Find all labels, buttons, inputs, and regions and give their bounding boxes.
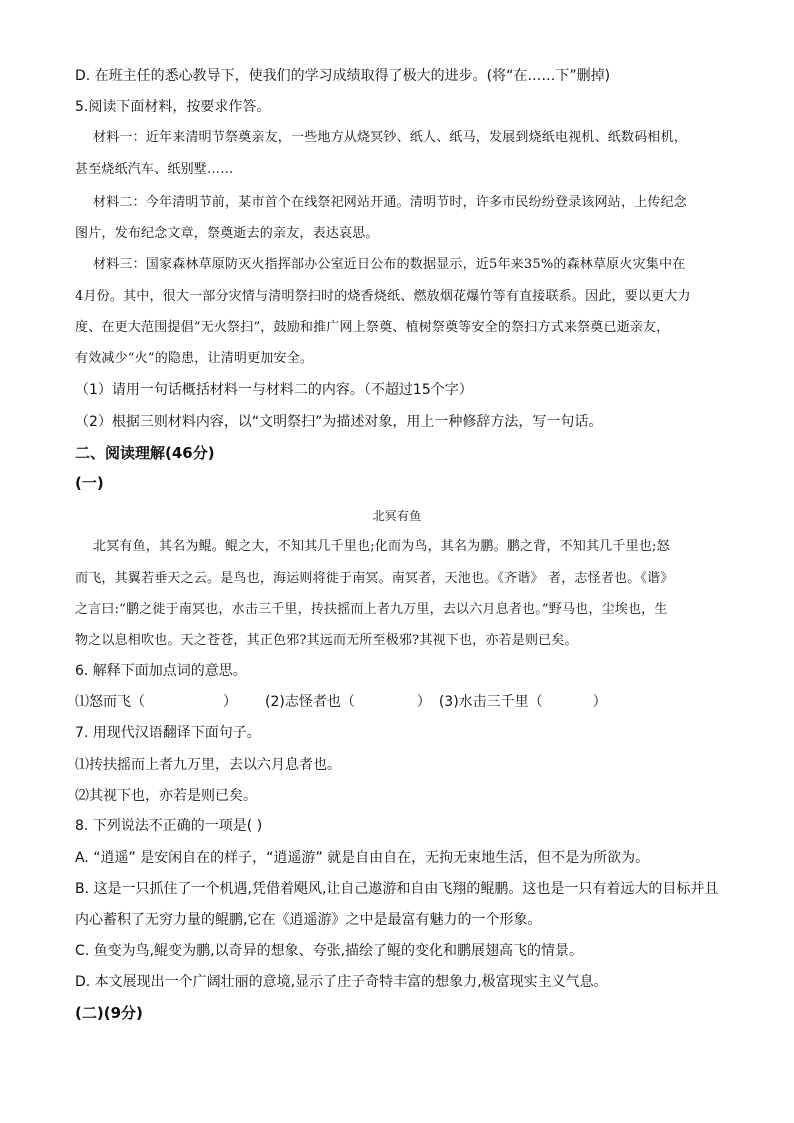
- question-6-item-2: (2)志怪者也（: [265, 694, 355, 710]
- question-6-item-3-close: ）: [592, 694, 607, 710]
- question-8-title: 8. 下列说法不正确的一项是( ): [75, 818, 263, 834]
- question-8-option-b-line-2: 内心蓄积了无穷力量的鲲鹏,它在《逍遥游》之中是最富有魅力的一个形象。: [75, 912, 542, 928]
- question-7-title: 7. 用现代汉语翻译下面句子。: [75, 725, 261, 741]
- material-1-line-2: 甚至烧纸汽车、纸别墅……: [75, 162, 234, 177]
- passage-line-3: 之言曰:“鹏之徙于南冥也，水击三千里，抟扶摇而上者九万里，去以六月息者也。”野马也，尘埃也，生: [75, 602, 668, 617]
- question-option-d: D. 在班主任的悉心教导下，使我们的学习成绩取得了极大的进步。(将“在……下”删掉): [75, 68, 611, 84]
- question-6-item-1: ⑴怒而飞（: [75, 694, 145, 710]
- material-3-line-2: 4月份。其中，很大一部分灾情与清明祭扫时的烧香烧纸、燃放烟花爆竹等有直接联系。因此，要以更大力: [75, 289, 691, 304]
- question-6-item-2-close: ）: [416, 694, 431, 710]
- material-2-line-1: 材料二：今年清明节前，某市首个在线祭祀网站开通。清明节时，许多市民纷纷登录该网站，上传纪念: [93, 195, 688, 210]
- question-6-item-1-close: ）: [223, 694, 237, 710]
- passage-title: 北冥有鱼: [372, 509, 422, 523]
- question-5-subquestion-2: （2）根据三则材料内容，以“文明祭扫”为描述对象，用上一种修辞方法，写一句话。: [75, 414, 603, 430]
- section-2-heading: 二、阅读理解(46分): [75, 444, 215, 462]
- material-3-line-4: 有效减少“火”的隐患，让清明更加安全。: [75, 351, 314, 366]
- question-8-option-a: A. “逍遥” 是安闲自在的样子，“逍遥游” 就是自由自在，无拘无束地生活，但不是为所欲为。: [75, 850, 650, 866]
- question-6-items: [75, 692, 722, 712]
- question-8-option-d: D. 本文展现出一个广阔壮丽的意境,显示了庄子奇特丰富的想象力,极富现实主义气息。: [75, 974, 608, 990]
- question-8-option-b-line-1: B. 这是一只抓住了一个机遇,凭借着飓风,让自己遨游和自由飞翔的鲲鹏。这也是一只有着远大的目标并且: [75, 881, 719, 897]
- question-6-title: 6. 解释下面加点词的意思。: [75, 663, 247, 679]
- question-5-subquestion-1: （1）请用一句话概括材料一与材料二的内容。（不超过15个字）: [75, 382, 473, 398]
- part-1-label: (一): [75, 474, 104, 492]
- question-7-item-1: ⑴抟扶摇而上者九万里，去以六月息者也。: [75, 757, 341, 773]
- passage-line-2: 而飞，其翼若垂天之云。是鸟也，海运则将徙于南冥。南冥者，天池也。《齐谐》 者，志怪者也。《谐》: [75, 571, 674, 586]
- passage-line-4: 物之以息相吹也。天之苍苍，其正色邪?其远而无所至极邪?其视下也，亦若是则已矣。: [75, 633, 578, 648]
- passage-line-1: 北冥有鱼，其名为鲲。鲲之大，不知其几千里也;化而为鸟，其名为鹏。鹏之背，不知其几千里也;怒: [93, 539, 670, 554]
- material-2-line-2: 图片，发布纪念文章，祭奠逝去的亲友，表达哀思。: [75, 226, 379, 241]
- question-5-title: 5.阅读下面材料，按要求作答。: [75, 99, 271, 115]
- material-3-line-1: 材料三：国家森林草原防灭火指挥部办公室近日公布的数据显示，近5年来35%的森林草原火灾集中在: [93, 257, 686, 272]
- question-6-item-3: (3)水击三千里（: [438, 694, 543, 710]
- question-8-option-c: C. 鱼变为鸟,鲲变为鹏,以奇异的想象、夸张,描绘了鲲的变化和鹏展翅高飞的情景。: [75, 943, 584, 959]
- material-3-line-3: 度、在更大范围提倡“无火祭扫”，鼓励和推广网上祭奠、植树祭奠等安全的祭扫方式来祭奠已逝亲友，: [75, 320, 670, 335]
- question-7-item-2: ⑵其视下也，亦若是则已矣。: [75, 788, 257, 804]
- part-2-label: (二)(9分): [75, 1004, 143, 1022]
- material-1-line-1: 材料一：近年来清明节祭奠亲友，一些地方从烧冥钞、纸人、纸马，发展到烧纸电视机、纸数码相机，: [93, 130, 688, 145]
